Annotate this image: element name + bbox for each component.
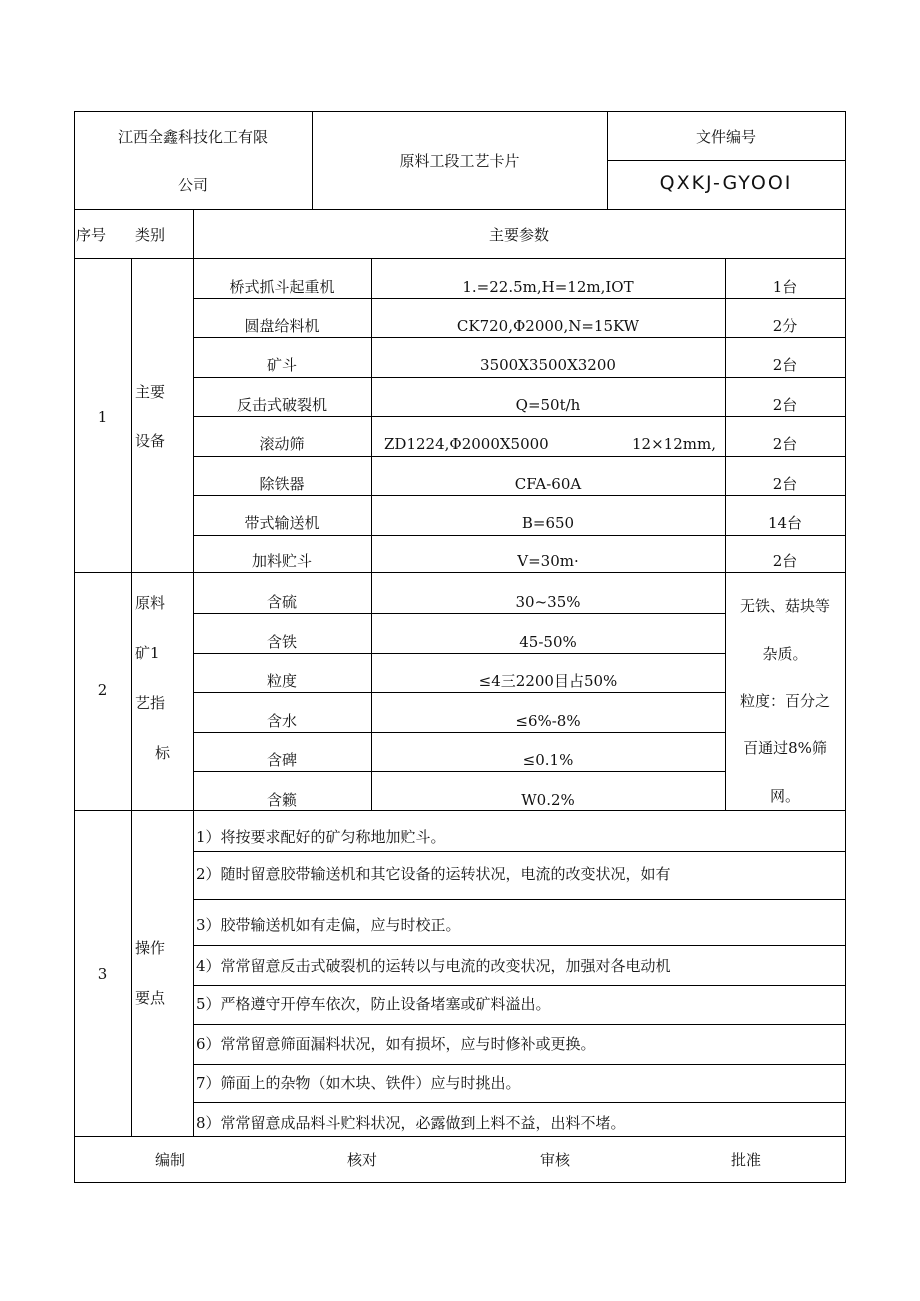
- table-border-top: [74, 111, 846, 112]
- column-divider: [725, 258, 726, 810]
- equipment-spec: B=650: [521, 514, 575, 532]
- section-category: 矿1: [135, 644, 160, 662]
- operation-item: 4）常常留意反击式破裂机的运转以与电流的改变状况，加强对各电动机: [196, 957, 671, 975]
- equipment-name: 桥式抓斗起重机: [229, 278, 335, 296]
- section-category: 标: [155, 744, 171, 762]
- table-border-right: [845, 111, 846, 1183]
- section-index: 1: [97, 408, 108, 426]
- equipment-name: 矿斗: [266, 356, 297, 374]
- row-divider: [193, 535, 845, 536]
- column-divider: [193, 810, 194, 1136]
- equipment-name: 滚动筛: [259, 435, 305, 453]
- operation-item: 5）严格遵守开停车依次，防止设备堵塞或矿料溢出。: [196, 995, 551, 1013]
- equipment-spec: CFA-60A: [514, 475, 582, 493]
- section-category: 设备: [135, 432, 166, 450]
- operation-item: 8）常常留意成品料斗贮料状况，必露做到上料不益，出料不堵。: [196, 1114, 626, 1132]
- equipment-qty: 14台: [767, 514, 803, 532]
- row-divider: [193, 985, 845, 986]
- row-divider: [193, 851, 845, 852]
- spec-value: ≤6%-8%: [515, 712, 581, 730]
- spec-note: 网。: [769, 787, 800, 805]
- section-category: 主要: [135, 383, 166, 401]
- spec-value: ≤4三2200目占50%: [478, 672, 618, 690]
- operation-item: 3）胶带输送机如有走偏，应与时校正。: [196, 916, 461, 934]
- row-divider: [193, 495, 845, 496]
- footer-check: 核对: [347, 1151, 378, 1169]
- company-name-suffix: 公司: [177, 176, 208, 194]
- table-border-bottom: [74, 1182, 846, 1183]
- header-divider: [607, 160, 845, 161]
- spec-value: W0.2%: [521, 791, 575, 809]
- operation-item: 1）将按要求配好的矿匀称地加贮斗。: [196, 828, 446, 846]
- row-divider: [193, 692, 725, 693]
- footer-review: 审核: [540, 1151, 571, 1169]
- spec-name: 粒度: [266, 672, 297, 690]
- spec-note: 无铁、菇块等: [739, 597, 830, 615]
- operation-item: 7）筛面上的杂物（如木块、铁件）应与时挑出。: [196, 1074, 521, 1092]
- spec-name: 含铁: [266, 633, 297, 651]
- equipment-spec: 1.=22.5m,H=12m,IOT: [462, 278, 634, 296]
- equipment-spec: V=30m·: [517, 552, 579, 570]
- section-divider: [74, 1136, 846, 1137]
- file-number-label: 文件编号: [695, 128, 756, 146]
- column-header-category: 类别: [135, 226, 166, 244]
- equipment-qty: 1台: [772, 278, 798, 296]
- equipment-spec: 3500X3500X3200: [480, 356, 616, 374]
- operation-item: 2）随时留意胶带输送机和其它设备的运转状况，电流的改变状况，如有: [196, 865, 671, 883]
- equipment-qty: 2分: [772, 317, 798, 335]
- row-divider: [74, 258, 846, 259]
- row-divider: [74, 209, 846, 210]
- section-category: 操作: [135, 939, 166, 957]
- row-divider: [193, 732, 725, 733]
- section-category: 艺指: [135, 694, 166, 712]
- section-divider: [74, 572, 846, 573]
- row-divider: [193, 1064, 845, 1065]
- column-header-index: 序号: [76, 226, 107, 244]
- company-name: 江西全鑫科技化工有限: [117, 128, 268, 146]
- row-divider: [193, 945, 845, 946]
- row-divider: [193, 653, 725, 654]
- row-divider: [193, 416, 845, 417]
- row-divider: [193, 456, 845, 457]
- spec-name: 含硫: [266, 593, 297, 611]
- equipment-qty: 2台: [772, 552, 798, 570]
- section-category: 原料: [135, 594, 166, 612]
- section-index: 2: [97, 681, 108, 699]
- card-title: 原料工段工艺卡片: [399, 152, 520, 170]
- section-category: 要点: [135, 989, 166, 1007]
- row-divider: [193, 298, 845, 299]
- spec-note: 粒度：百分之: [739, 692, 830, 710]
- spec-name: 含碑: [266, 751, 297, 769]
- section-divider: [74, 810, 846, 811]
- column-divider: [131, 258, 132, 1136]
- equipment-spec: Q=50t/h: [515, 396, 581, 414]
- equipment-name: 反击式破裂机: [236, 396, 327, 414]
- equipment-name: 除铁器: [259, 475, 305, 493]
- footer-approve: 批准: [731, 1151, 762, 1169]
- column-header-params: 主要参数: [488, 226, 549, 244]
- section-index: 3: [97, 965, 108, 983]
- operation-item: 6）常常留意筛面漏料状况，如有损坏，应与时修补或更换。: [196, 1035, 596, 1053]
- row-divider: [193, 377, 845, 378]
- spec-note: 百通过8%筛: [743, 739, 827, 757]
- equipment-qty: 2台: [772, 475, 798, 493]
- equipment-spec: CK720,Φ2000,N=15KW: [456, 317, 640, 335]
- table-border-left: [74, 111, 75, 1183]
- spec-name: 含水: [266, 712, 297, 730]
- row-divider: [193, 899, 845, 900]
- row-divider: [193, 337, 845, 338]
- equipment-qty: 2台: [772, 396, 798, 414]
- footer-compile: 编制: [155, 1151, 186, 1169]
- equipment-spec: ZD1224,Φ2000X5000: [384, 435, 549, 453]
- equipment-qty: 2台: [772, 435, 798, 453]
- equipment-name: 圆盘给料机: [244, 317, 320, 335]
- equipment-name: 加料贮斗: [251, 552, 312, 570]
- equipment-qty: 2台: [772, 356, 798, 374]
- file-number: QXKJ-GYOOI: [659, 172, 793, 194]
- row-divider: [193, 771, 725, 772]
- equipment-spec-mesh: 12×12mm,: [632, 435, 716, 453]
- spec-value: 45-50%: [519, 633, 577, 651]
- row-divider: [193, 1102, 845, 1103]
- row-divider: [193, 613, 725, 614]
- spec-note: 杂质。: [762, 645, 808, 663]
- equipment-name: 带式输送机: [244, 514, 320, 532]
- spec-value: 30~35%: [515, 593, 581, 611]
- row-divider: [193, 1024, 845, 1025]
- spec-name: 含籁: [266, 791, 297, 809]
- spec-value: ≤0.1%: [522, 751, 574, 769]
